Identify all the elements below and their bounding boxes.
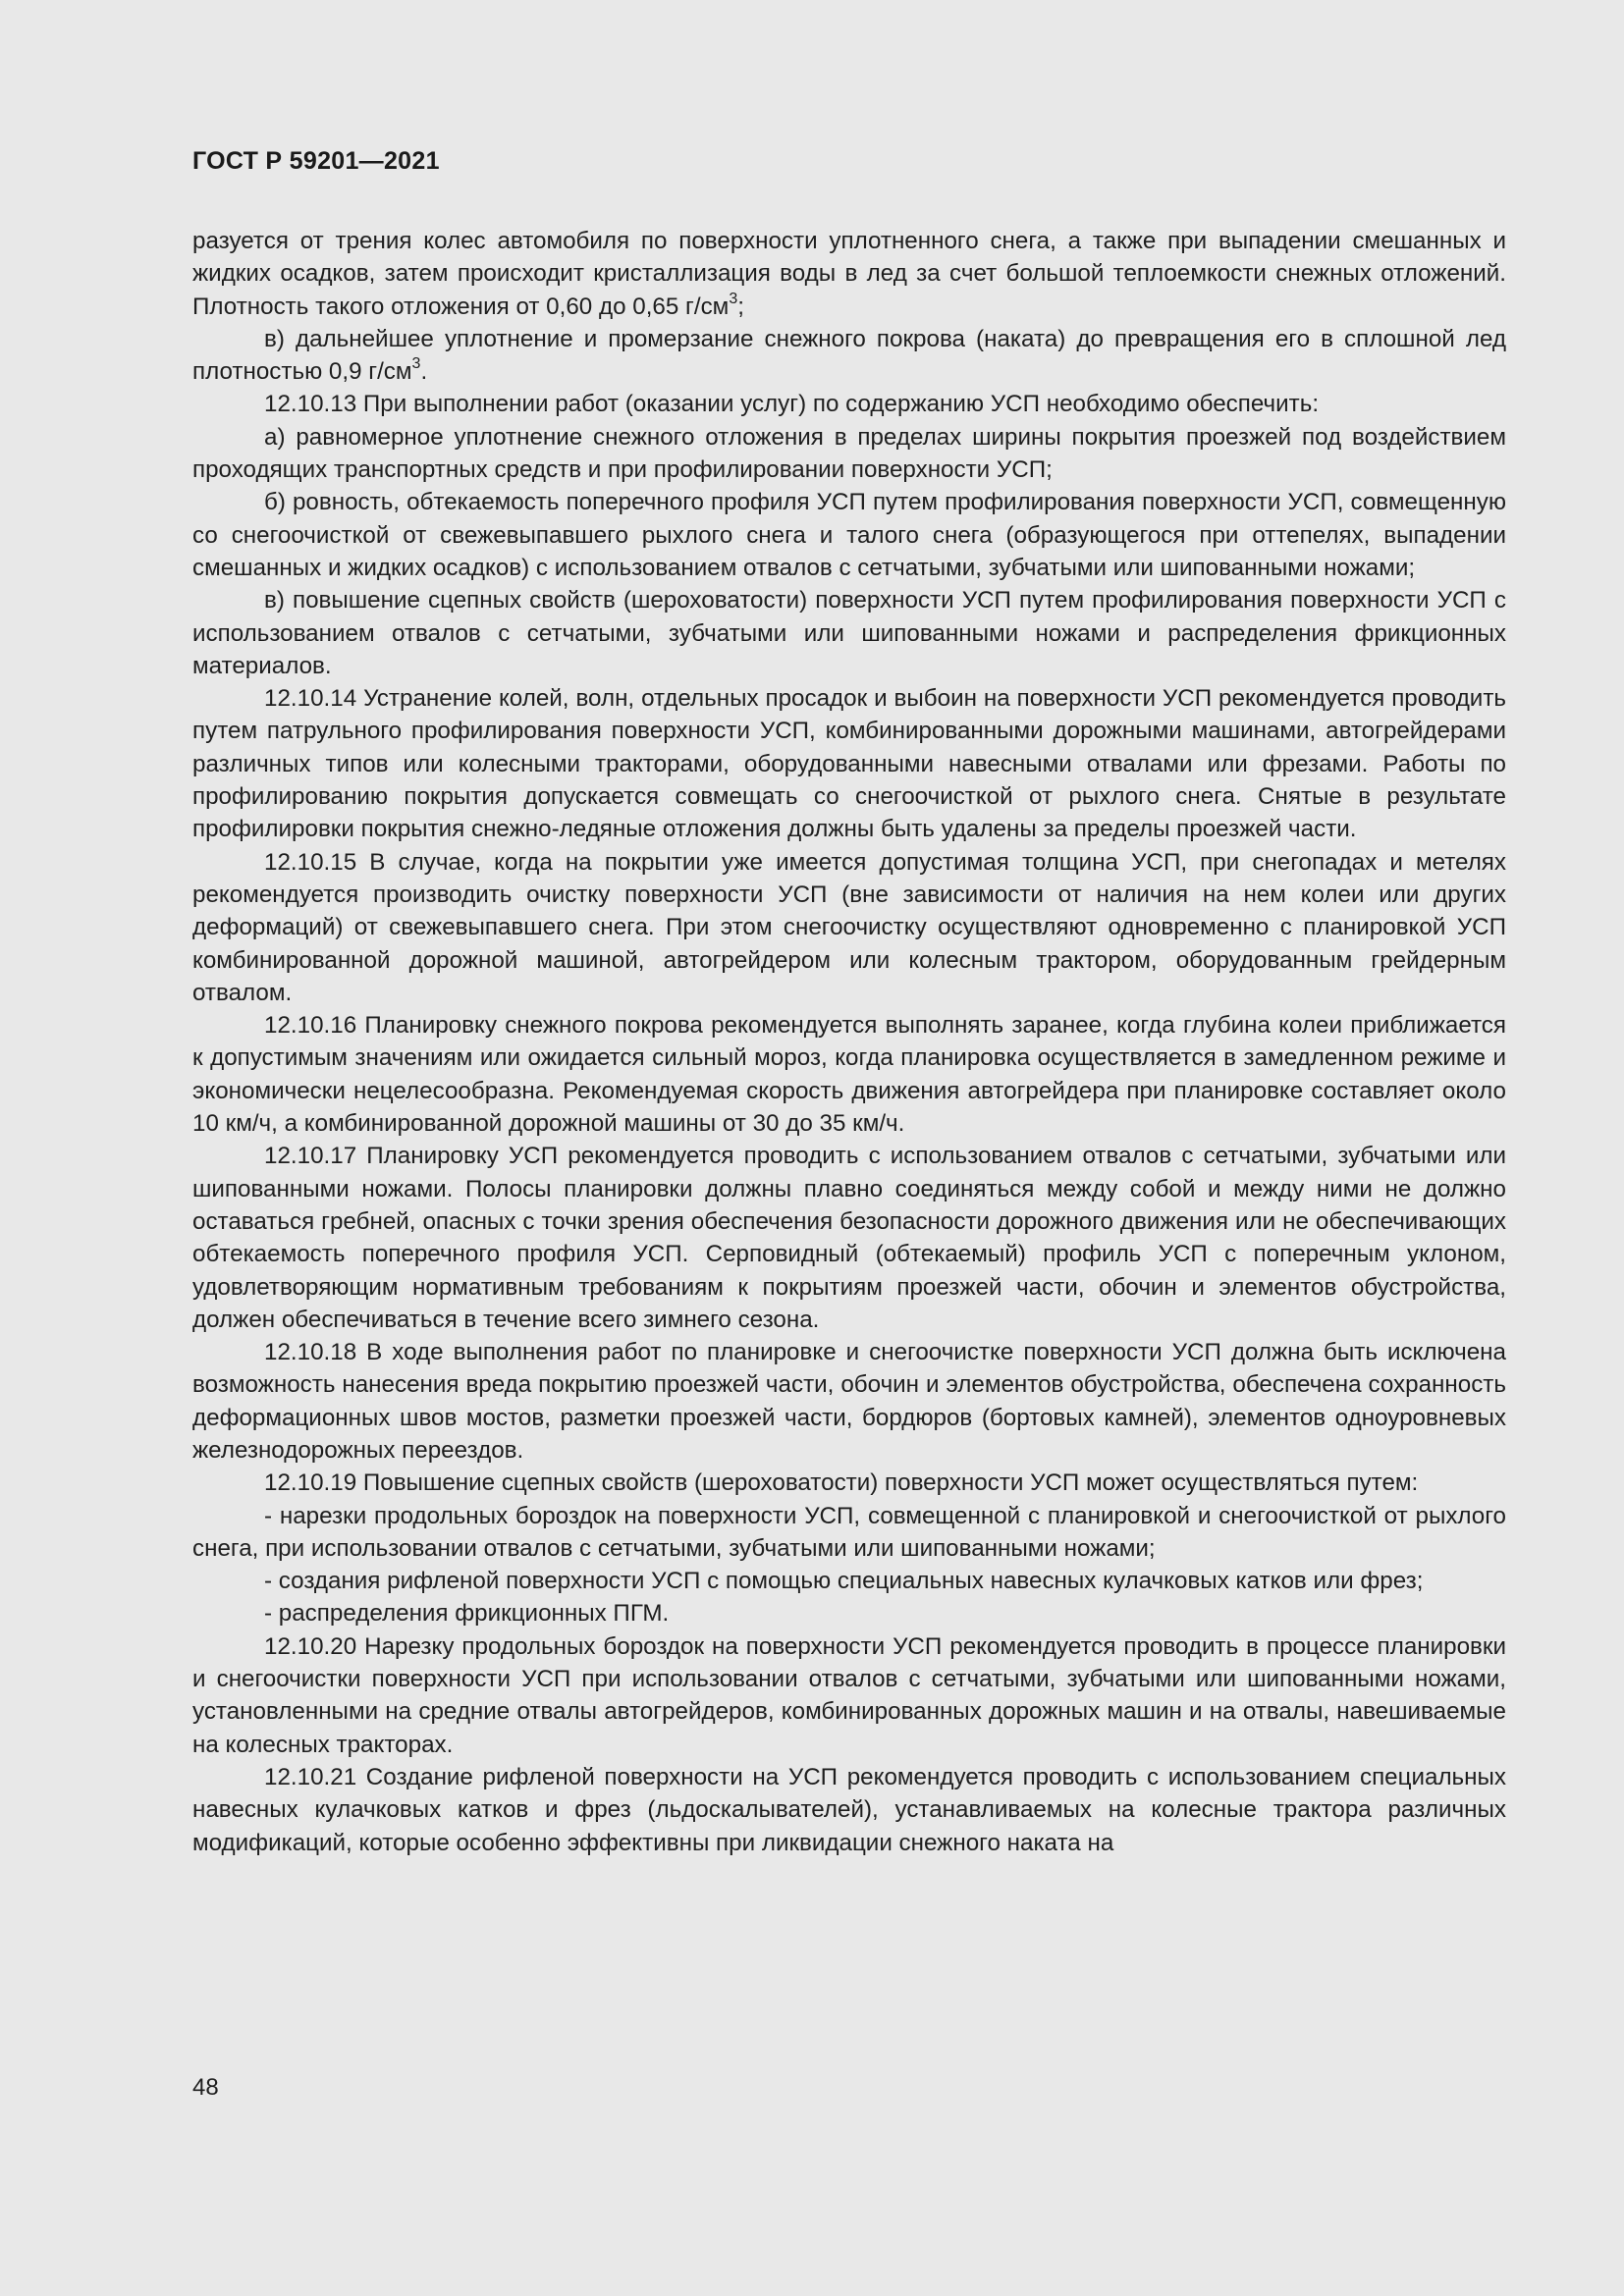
clause-12-10-13: 12.10.13 При выполнении работ (оказании услуг) по содержанию УСП необходимо обеспечить: bbox=[264, 391, 1320, 418]
dash-item-friction: - распределения фрикционных ПГМ. bbox=[264, 1600, 670, 1628]
clause-12-10-18: 12.10.18 В ходе выполнения работ по планировке и снегоочистке поверхности УСП должна быть исключена возможность нанесения вреда покрытию проезжей части, обочин и элементов обустройства, обеспечена сохранность деформационных швов мостов, разметки проезжей части, бордюров (бортовых камней), элементов одноуровневых железнодорожных переездов. bbox=[192, 1339, 1506, 1464]
clause-12-10-19: 12.10.19 Повышение сцепных свойств (шероховатости) поверхности УСП может осуществляться путем: bbox=[264, 1469, 1419, 1497]
page-number: 48 bbox=[192, 2074, 219, 2101]
paragraph-continuation: разуется от трения колес автомобиля по поверхности уплотненного снега, а также при выпадении смешанных и жидких осадков, затем происходит кристаллизация воды в лед за счет большой теплоемкости снежных отложений. Плотность такого отложения от 0,60 до 0,65 $г/см^3$; bbox=[192, 228, 1506, 320]
list-item-v: в) повышение сцепных свойств (шероховатости) поверхности УСП путем профилирования поверхности УСП с использованием отвалов с сетчатыми, зубчатыми или шипованными ножами и распределения фрикционных материалов. bbox=[192, 587, 1506, 679]
clause-12-10-16: 12.10.16 Планировку снежного покрова рекомендуется выполнять заранее, когда глубина колеи приближается к допустимым значениям или ожидается сильный мороз, когда планировка осуществляется в замедленном режиме и экономически нецелесообразна. Рекомендуемая скорость движения автогрейдера при планировке составляет около 10 км/ч, а комбинированной дорожной машины от 30 до 35 км/ч. bbox=[192, 1012, 1506, 1138]
superscript: 3 bbox=[729, 290, 738, 307]
dash-item-grooves: - нарезки продольных бороздок на поверхности УСП, совмещенной с планировкой и снегоочисткой от рыхлого снега, при использовании отвалов с сетчатыми, зубчатыми или шипованными ножами; bbox=[192, 1502, 1506, 1562]
dash-item-ribbed: - создания рифленой поверхности УСП с помощью специальных навесных кулачковых катков или фрез; bbox=[264, 1568, 1424, 1595]
clause-12-10-21: 12.10.21 Создание рифленой поверхности на УСП рекомендуется проводить с использованием специальных навесных кулачковых катков и фрез (льдоскалывателей), устанавливаемых на колесные трактора различных модификаций, которые особенно эффективны при ликвидации снежного наката на bbox=[192, 1763, 1506, 1856]
clause-12-10-17: 12.10.17 Планировку УСП рекомендуется проводить с использованием отвалов с сетчатыми, зубчатыми или шипованными ножами. Полосы планировки должны плавно соединяться между собой и между ними не должно оставаться гребней, опасных с точки зрения обеспечения безопасности дорожного движения или не обеспечивающих обтекаемость поперечного профиля УСП. Серповидный (обтекаемый) профиль УСП с поперечным уклоном, удовлетворяющим нормативным требованиям к покрытиям проезжей части, обочин и элементов обустройства, должен обеспечиваться в течение всего зимнего сезона. bbox=[192, 1143, 1506, 1333]
clause-12-10-14: 12.10.14 Устранение колей, волн, отдельных просадок и выбоин на поверхности УСП рекомендуется проводить путем патрульного профилирования поверхности УСП, комбинированными дорожными машинами, автогрейдерами различных типов или колесными тракторами, оборудованными навесными отвалами или фрезами. Работы по профилированию покрытия допускается совмещать со снегоочисткой от рыхлого снега. Снятые в результате профилировки покрытия снежно-ледяные отложения должны быть удалены за пределы проезжей части. bbox=[192, 685, 1506, 843]
document-body bbox=[192, 225, 1506, 1859]
clause-12-10-20: 12.10.20 Нарезку продольных бороздок на поверхности УСП рекомендуется проводить в процессе планировки и снегоочистки поверхности УСП при использовании отвалов с сетчатыми, зубчатыми или шипованными ножами, установленными на средние отвалы автогрейдеров, комбинированных дорожных машин и на отвалы, навешиваемые на колесных тракторах. bbox=[192, 1632, 1506, 1758]
list-item-b: б) ровность, обтекаемость поперечного профиля УСП путем профилирования поверхности УСП, совмещенную со снегоочисткой от свежевыпавшего рыхлого снега и талого снега (образующегося при оттепелях, выпадении смешанных и жидких осадков) с использованием отвалов с сетчатыми, зубчатыми или шипованными ножами; bbox=[192, 489, 1506, 581]
superscript: 3 bbox=[411, 355, 421, 373]
list-item-v-density: в) дальнейшее уплотнение и промерзание снежного покрова (наката) до превращения его в сплошной лед плотностью 0,9 $г/см^3$. bbox=[192, 325, 1506, 386]
list-item-a: а) равномерное уплотнение снежного отложения в пределах ширины покрытия проезжей под воздействием проходящих транспортных средств и при профилировании поверхности УСП; bbox=[192, 423, 1506, 484]
clause-12-10-15: 12.10.15 В случае, когда на покрытии уже имеется допустимая толщина УСП, при снегопадах и метелях рекомендуется производить очистку поверхности УСП (вне зависимости от наличия на нем колеи или других деформаций) от свежевыпавшего снега. При этом снегоочистку осуществляют одновременно с планировкой УСП комбинированной дорожной машиной, автогрейдером или колесным трактором, оборудованным грейдерным отвалом. bbox=[192, 848, 1506, 1006]
document-header: ГОСТ Р 59201—2021 bbox=[192, 147, 440, 175]
